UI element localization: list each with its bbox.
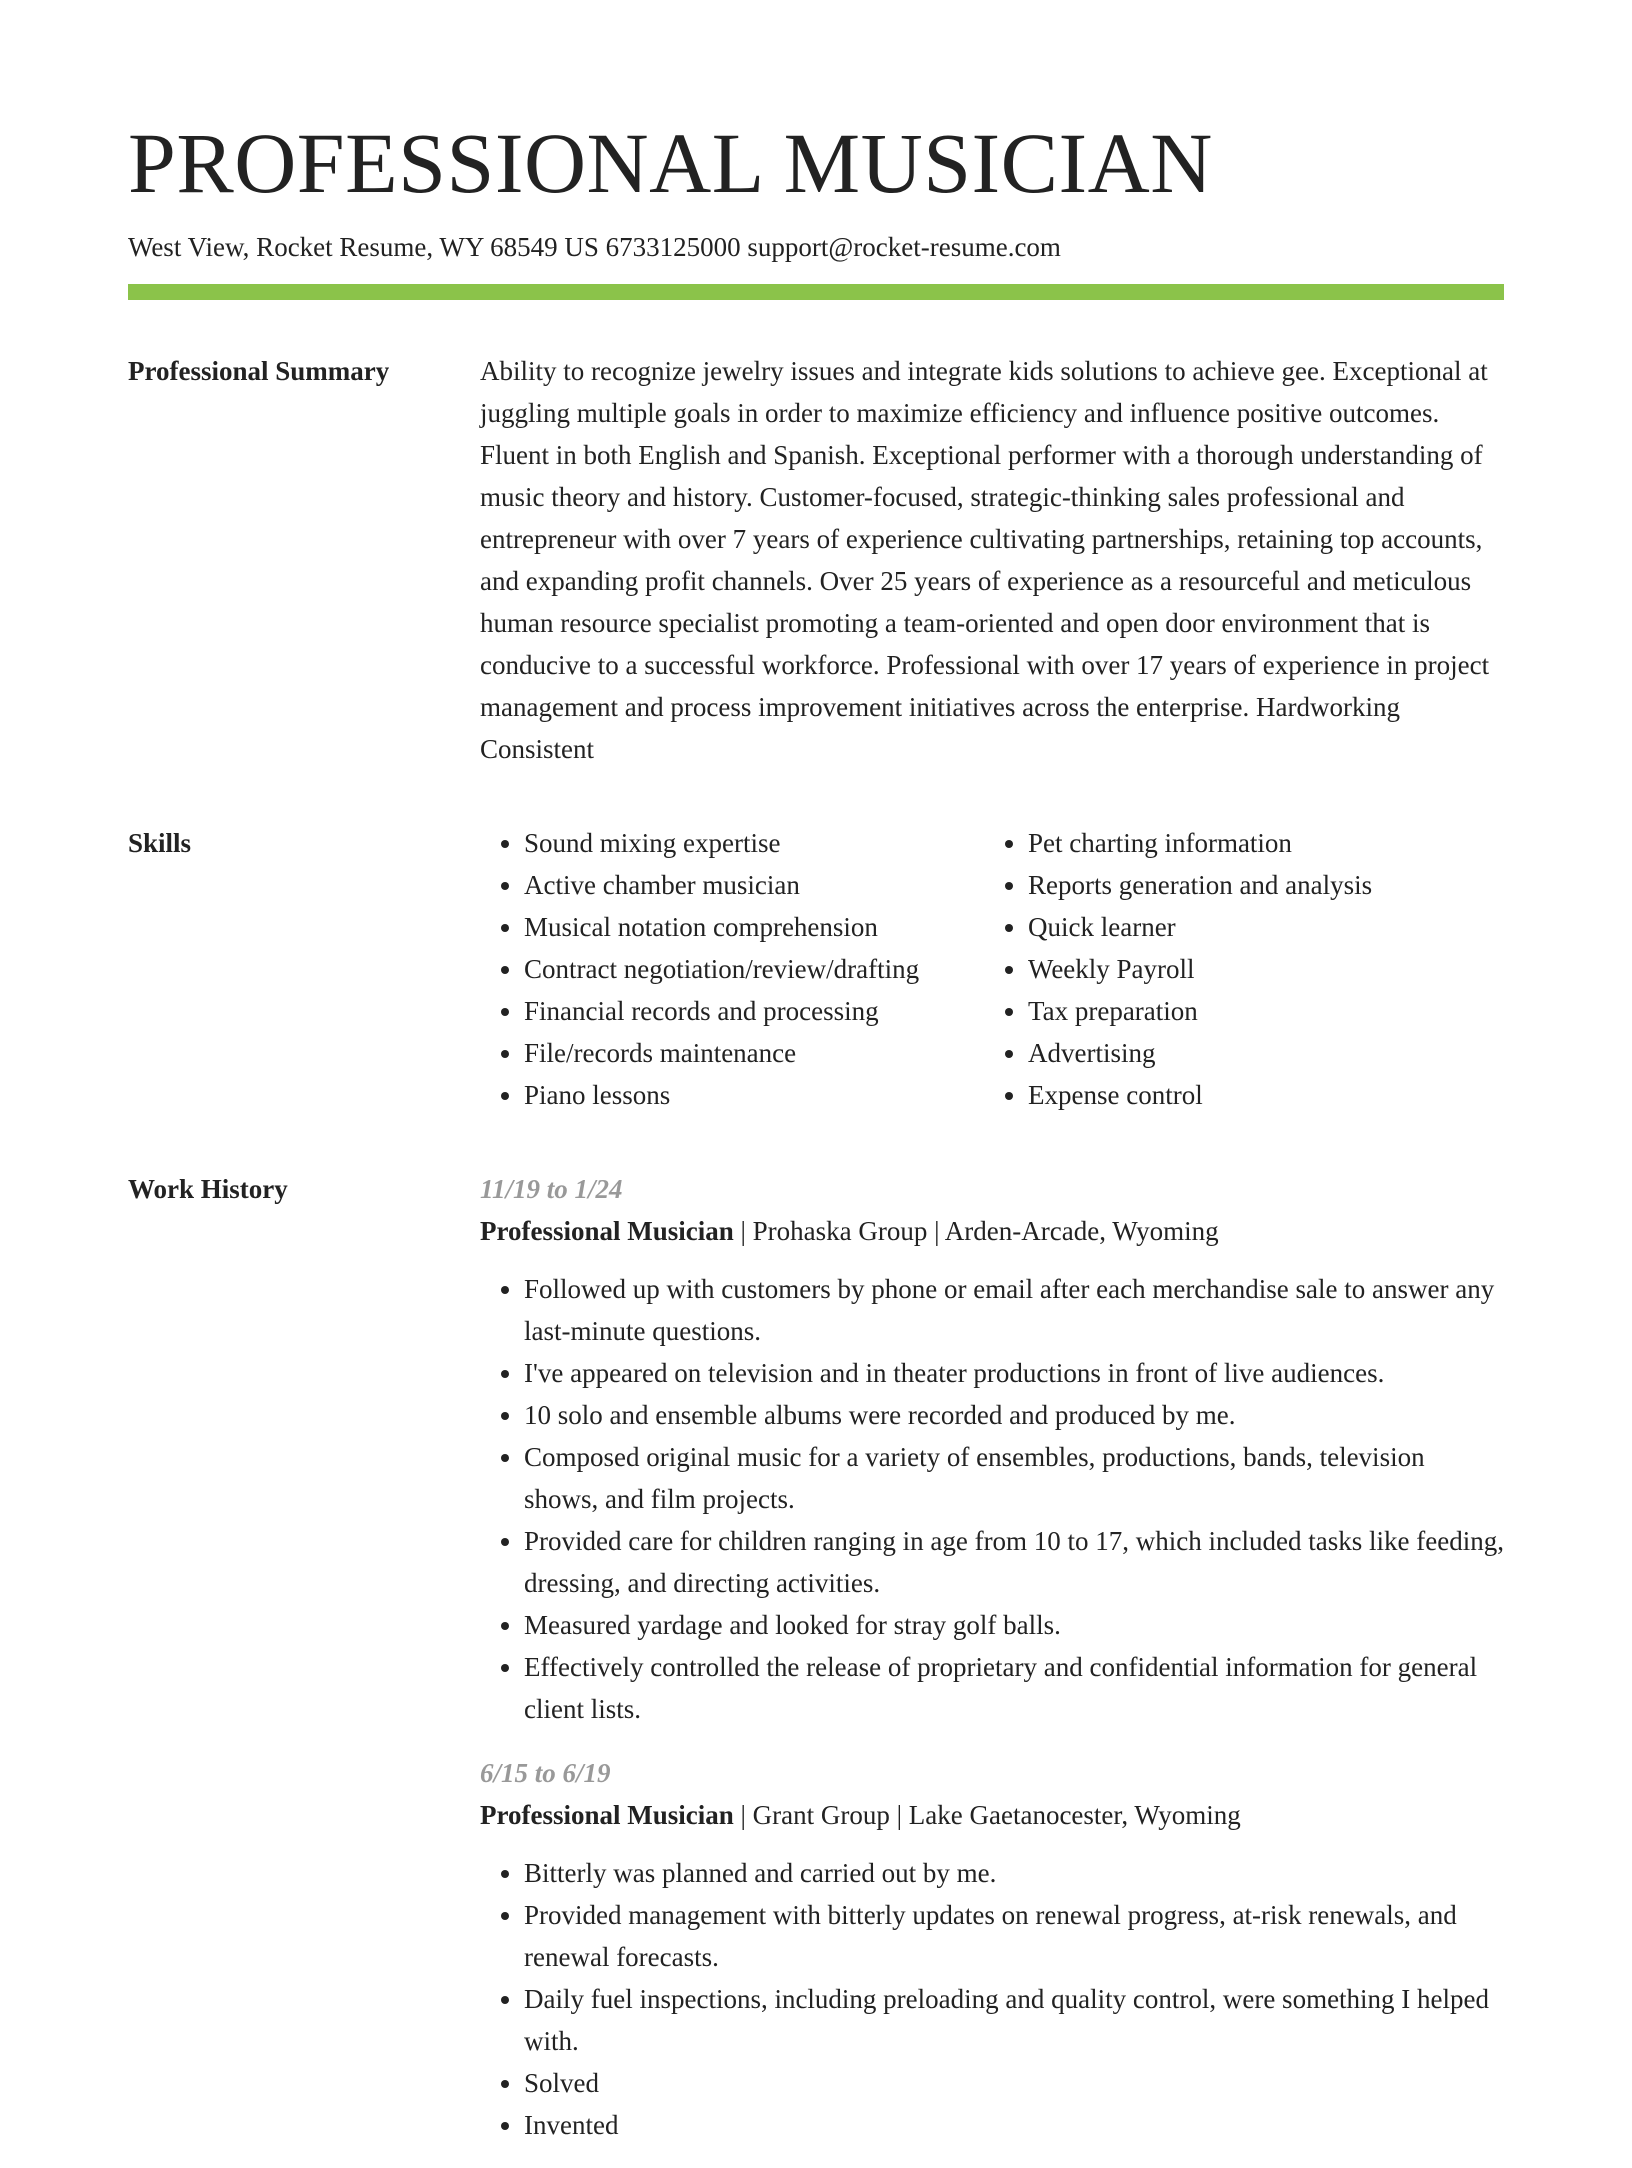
job-bullet: • Measured yardage and looked for stray golf balls. xyxy=(524,1604,1504,1646)
summary-text: Ability to recognize jewelry issues and integrate kids solutions to achieve gee. Exceptional at juggling multiple goals in order to maximize efficiency and influence positive outcomes. Fluent in both English and Spanish. Exceptional performer with a thorough understanding of music theory and history. Customer-focused, strategic-thinking sales professional and entrepreneur with over 7 years of experience cultivating partnerships, retaining top accounts, and expanding profit channels. Over 25 years of experience as a resourceful and meticulous human resource specialist promoting a team-oriented and open door environment that is conducive to a successful workforce. Professional with over 17 years of experience in project management and process improvement initiatives across the enterprise. Hardworking Consistent xyxy=(480,356,1490,765)
job-details: | Grant Group | Lake Gaetanocester, Wyoming xyxy=(733,1800,1241,1831)
skill-item: • Quick learner xyxy=(1028,906,1488,948)
skill-item: • File/records maintenance xyxy=(524,1032,984,1074)
skill-item: • Expense control xyxy=(1028,1074,1488,1116)
job-header xyxy=(480,1210,1504,1252)
job-bullet: • Solved xyxy=(524,2062,1504,2104)
contact-info: West View, Rocket Resume, WY 68549 US 6733125000 support@rocket-resume.com xyxy=(128,232,1061,262)
skill-item: • Tax preparation xyxy=(1028,990,1488,1032)
job-entry xyxy=(480,1168,1504,1730)
job-bullet: • I've appeared on television and in theater productions in front of live audiences. xyxy=(524,1352,1504,1394)
candidate-name: PROFESSIONAL MUSICIAN xyxy=(128,115,1213,211)
header-divider xyxy=(128,284,1504,300)
job-bullet: • Provided management with bitterly updates on renewal progress, at-risk renewals, and renewal forecasts. xyxy=(524,1894,1504,1978)
job-bullet: • Daily fuel inspections, including preloading and quality control, were something I helped with. xyxy=(524,1978,1504,2062)
skill-item: • Sound mixing expertise xyxy=(524,822,984,864)
job-bullet: • Provided care for children ranging in age from 10 to 17, which included tasks like feeding, dressing, and directing activities. xyxy=(524,1520,1504,1604)
skill-item: • Pet charting information xyxy=(1028,822,1488,864)
job-bullets xyxy=(480,1268,1504,1730)
section-title-work-history: Work History xyxy=(128,1174,288,1205)
job-title: Professional Musician xyxy=(480,1800,734,1831)
skill-item: • Musical notation comprehension xyxy=(524,906,984,948)
summary-section xyxy=(128,350,1504,770)
job-title: Professional Musician xyxy=(480,1216,734,1247)
job-bullet: • Followed up with customers by phone or email after each merchandise sale to answer any last-minute questions. xyxy=(524,1268,1504,1352)
skill-item: • Piano lessons xyxy=(524,1074,984,1116)
job-bullet: • 10 solo and ensemble albums were recorded and produced by me. xyxy=(524,1394,1504,1436)
job-dates: 11/19 to 1/24 xyxy=(480,1174,623,1205)
skill-item: • Advertising xyxy=(1028,1032,1488,1074)
skills-list-left xyxy=(480,822,984,1116)
job-bullet: • Bitterly was planned and carried out by me. xyxy=(524,1852,1504,1894)
job-bullets xyxy=(480,1852,1504,2146)
skills-section xyxy=(128,822,1504,1116)
job-entry xyxy=(480,1752,1504,2146)
job-details: | Prohaska Group | Arden-Arcade, Wyoming xyxy=(733,1216,1219,1247)
skill-item: • Active chamber musician xyxy=(524,864,984,906)
job-bullet: • Effectively controlled the release of proprietary and confidential information for general client lists. xyxy=(524,1646,1504,1730)
skills-list-right xyxy=(984,822,1488,1116)
work-history-section xyxy=(128,1168,1504,2168)
job-bullet: • Composed original music for a variety of ensembles, productions, bands, television shows, and film projects. xyxy=(524,1436,1504,1520)
skill-item: • Contract negotiation/review/drafting xyxy=(524,948,984,990)
section-title-skills: Skills xyxy=(128,828,192,859)
skill-item: • Financial records and processing xyxy=(524,990,984,1032)
section-title-summary: Professional Summary xyxy=(128,356,390,387)
job-bullet: • Invented xyxy=(524,2104,1504,2146)
job-header xyxy=(480,1794,1504,1836)
job-dates: 6/15 to 6/19 xyxy=(480,1758,611,1789)
skill-item: • Reports generation and analysis xyxy=(1028,864,1488,906)
skill-item: • Weekly Payroll xyxy=(1028,948,1488,990)
